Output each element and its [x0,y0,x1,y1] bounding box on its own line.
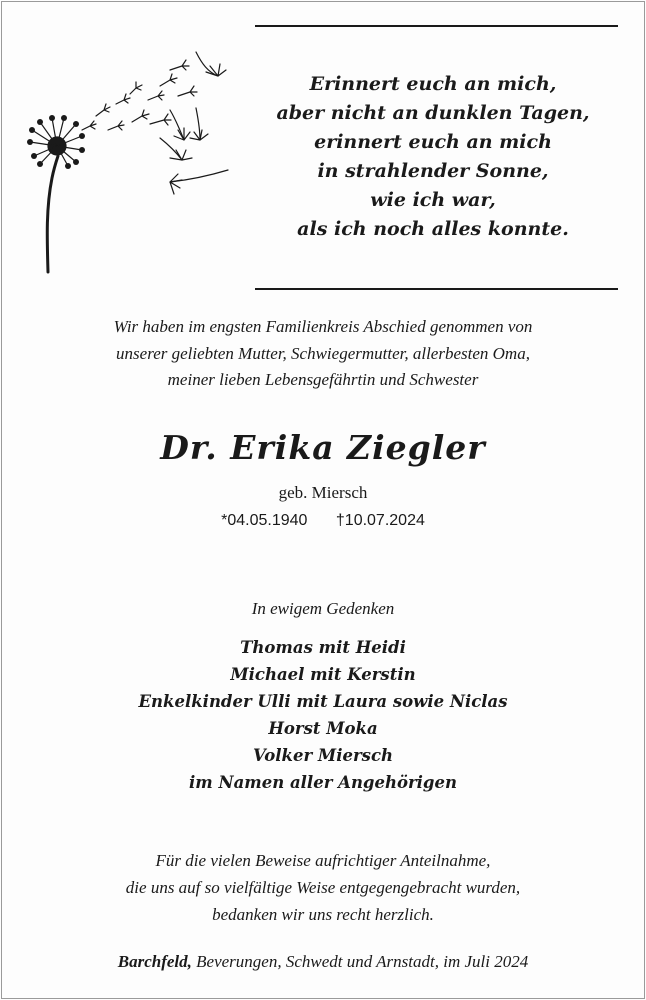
intro-text [20,314,626,394]
maiden-name: geb. Miersch [278,483,368,502]
thanks-line: die uns auf so vielfältige Weise entgegengebracht wurden, [125,878,521,897]
place-date-line [0,952,646,972]
mourner: Michael mit Kerstin [230,665,416,684]
poem-line: wie ich war, [370,189,496,211]
mourner: Horst Moka [268,719,378,738]
dandelion-icon [20,38,240,278]
poem [248,70,618,244]
place-rest: Beverungen, Schwedt und Arnstadt, im Juli 2024 [196,952,529,971]
place-town: Barchfeld, [117,952,192,971]
deceased-name: Dr. Erika Ziegler [160,428,486,467]
intro-line: meiner lieben Lebensgefährtin und Schwester [167,370,479,389]
top-rule [255,25,618,27]
poem-line: in strahlender Sonne, [317,160,549,182]
death-date: †10.07.2024 [335,512,425,529]
memory-heading: In ewigem Gedenken [251,599,395,618]
thanks-line: bedanken wir uns recht herzlich. [212,905,434,924]
poem-line: aber nicht an dunklen Tagen, [276,102,590,124]
thanks-line: Für die vielen Beweise aufrichtiger Anteilnahme, [155,851,491,870]
birth-date: *04.05.1940 [221,512,308,529]
poem-line: Erinnert euch an mich, [309,73,557,95]
intro-line: Wir haben im engsten Familienkreis Abschied genommen von [113,317,533,336]
bottom-rule [255,288,618,290]
poem-line: als ich noch alles konnte. [297,218,569,240]
intro-line: unserer geliebten Mutter, Schwiegermutter, allerbesten Oma, [116,343,530,363]
thanks-text [0,847,646,928]
mourners-list [0,634,646,796]
mourner: Enkelkinder Ulli mit Laura sowie Niclas [138,692,508,711]
mourner: Thomas mit Heidi [240,638,406,657]
life-dates [0,512,646,530]
poem-line: erinnert euch an mich [314,131,552,153]
mourner: Volker Miersch [253,746,393,765]
mourner: im Namen aller Angehörigen [189,773,457,792]
